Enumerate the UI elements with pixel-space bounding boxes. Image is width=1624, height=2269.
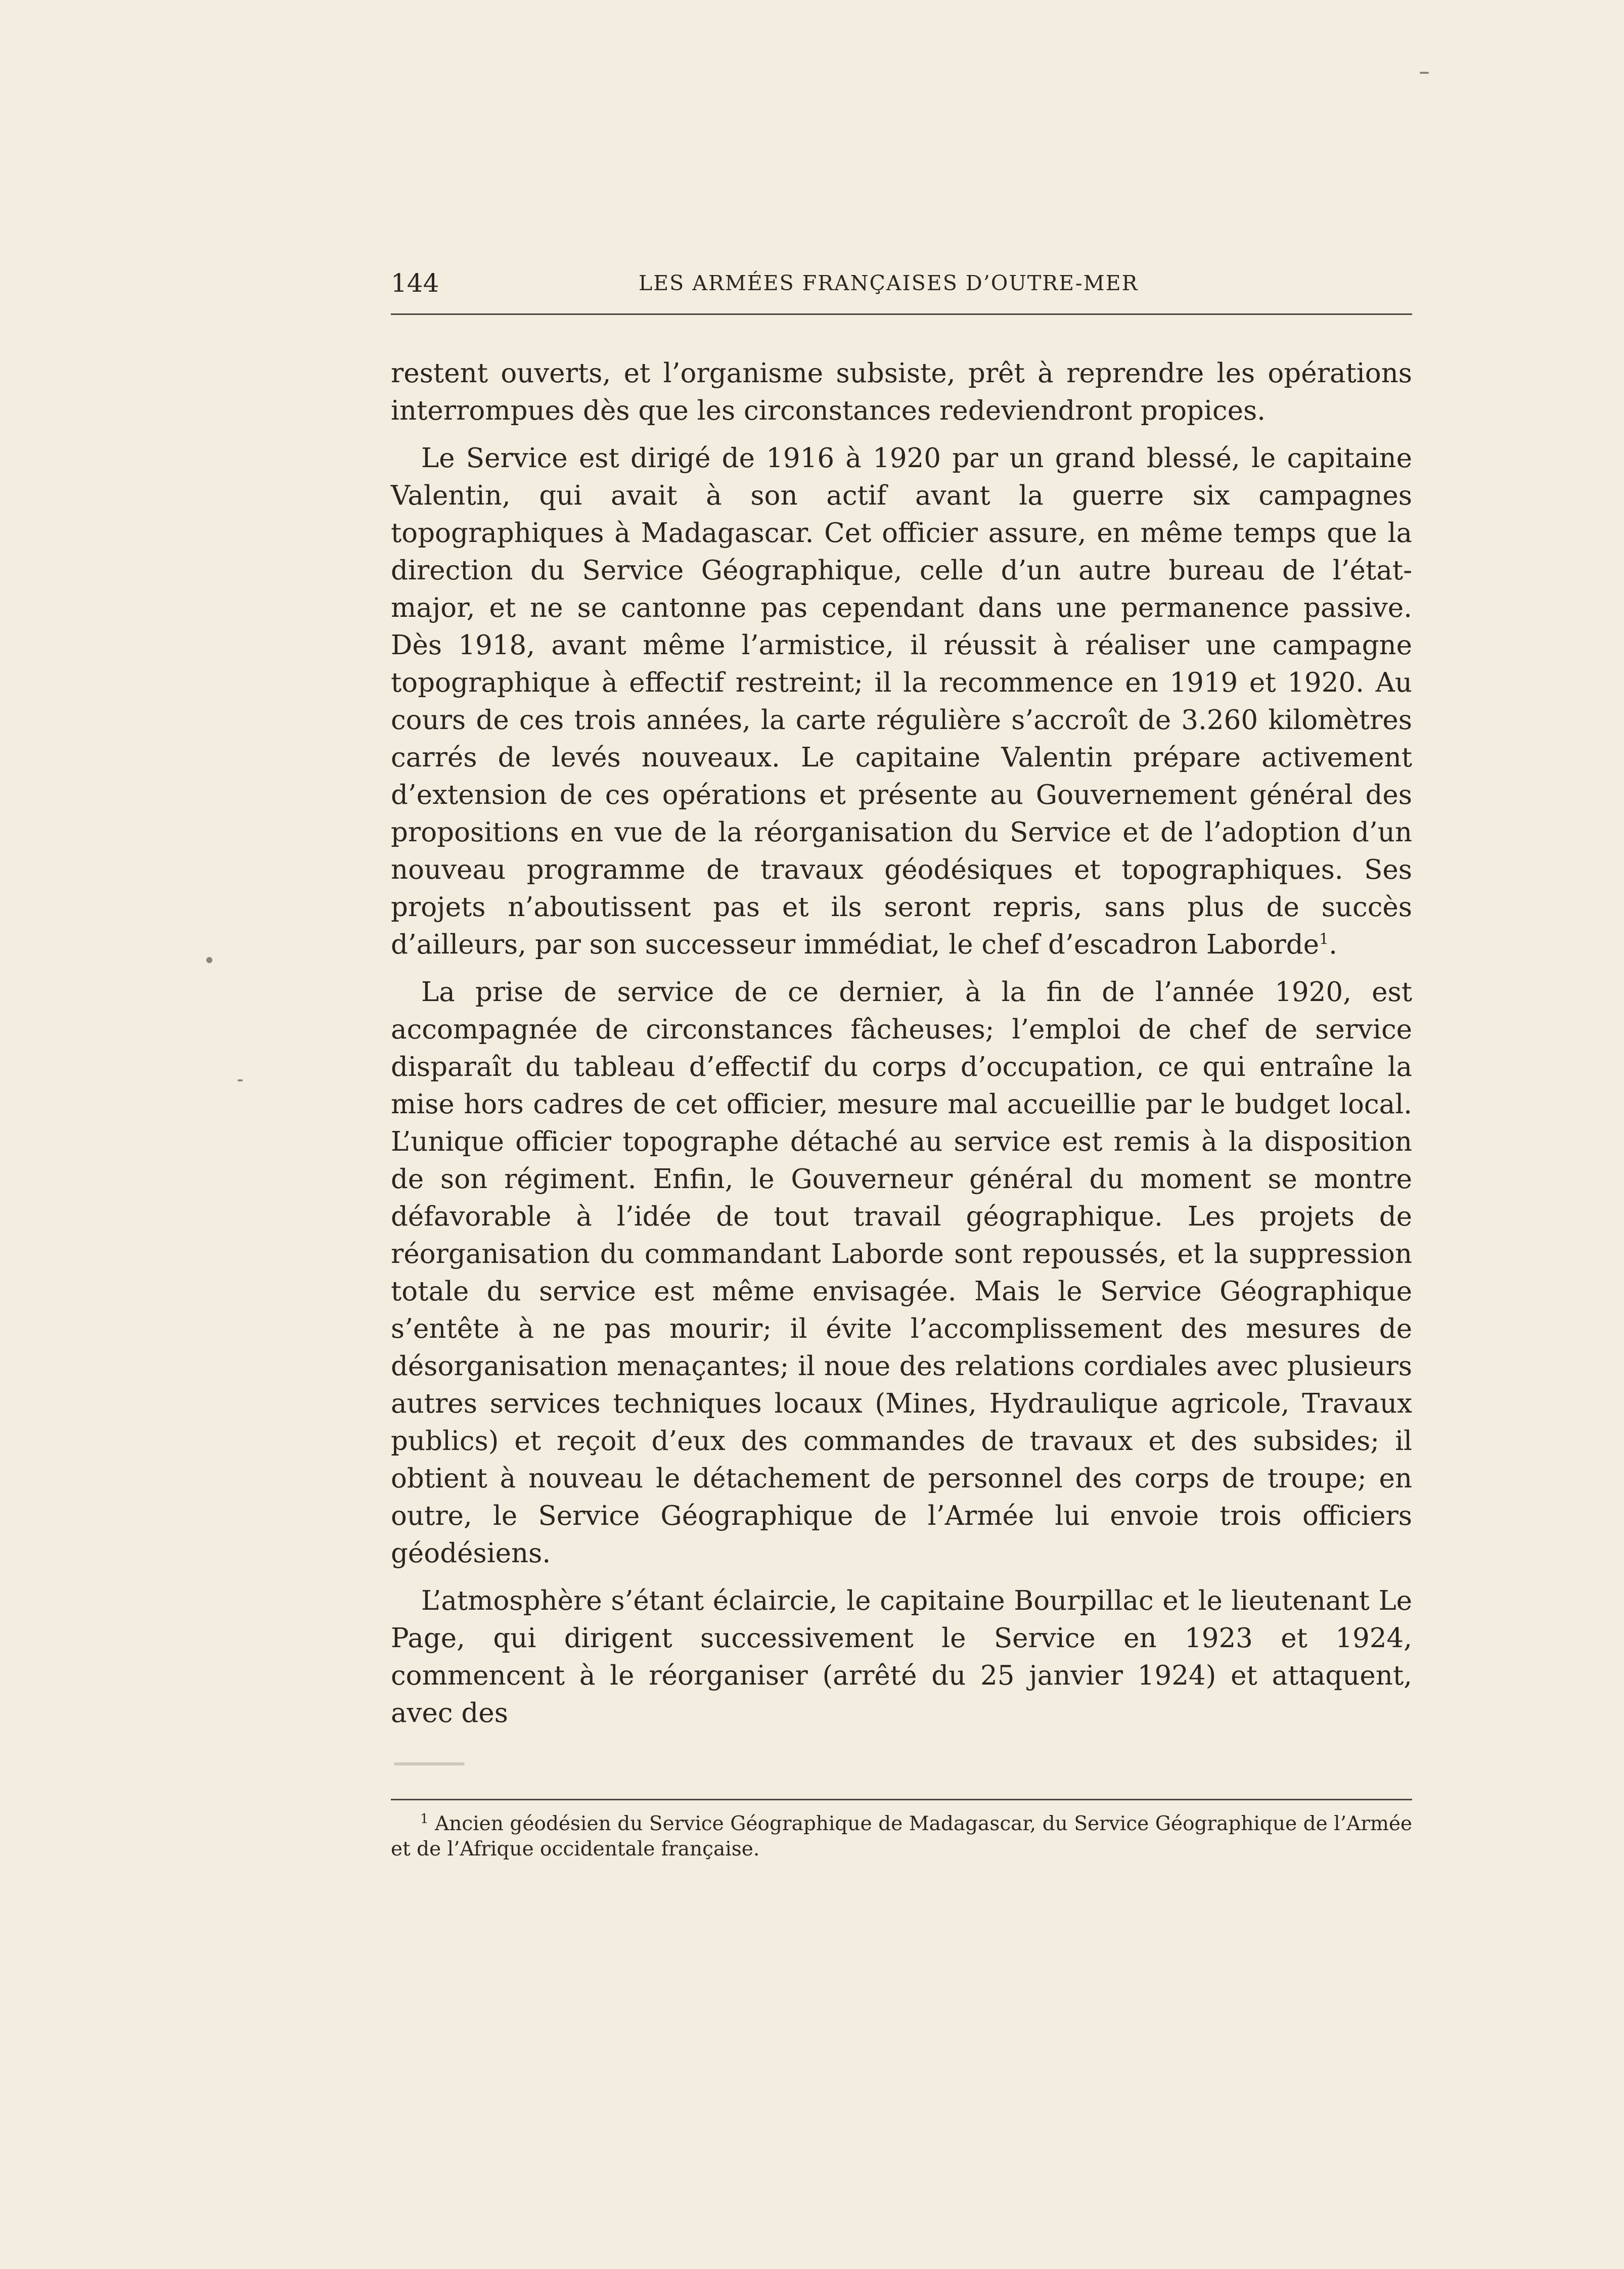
paragraph-2-text: Le Service est dirigé de 1916 à 1920 par un grand blessé, le capitaine Valentin, qui avait à son actif avant la guerre six campagnes topographiques à Madagascar. Cet officier assure, en même temps que la direction du Service Géographique, celle d’un autre bureau de l’état-major, et ne se cantonne pas cependant dans une permanence passive. Dès 1918, avant même l’armistice, il réussit à réaliser une campagne topographique à effectif restreint; il la recommence en 1919 et 1920. Au cours de ces trois années, la carte régulière s’accroît de 3.260 kilomètres carrés de levés nouveaux. Le capitaine Valentin prépare activement d’extension de ces opérations et présente au Gouvernement général des propositions en vue de la réorganisation du Service et de l’adoption d’un nouveau programme de travaux géodésiques et topographiques. Ses projets n’aboutissent pas et ils seront repris, sans plus de succès d’ailleurs, par son successeur immédiat, le chef d’escadron Laborde: [391, 443, 1412, 960]
body-text: [391, 355, 1412, 1742]
footnote-reference-suffix: .: [1329, 929, 1337, 960]
footnote-paragraph: [391, 1811, 1412, 1862]
paragraph-3: La prise de service de ce dernier, à la fin de l’année 1920, est accompagnée de circonstances fâcheuses; l’emploi de chef de service disparaît du tableau d’effectif du corps d’occupation, ce qui entraîne la mise hors cadres de cet officier, mesure mal accueillie par le budget local. L’unique officier topographe détaché au service est remis à la disposition de son régiment. Enfin, le Gouverneur général du moment se montre défavorable à l’idée de tout travail géographique. Les projets de réorganisation du commandant Laborde sont repoussés, et la suppression totale du service est même envisagée. Mais le Service Géographique s’entête à ne pas mourir; il évite l’accomplissement des mesures de désorganisation menaçantes; il noue des relations cordiales avec plusieurs autres services techniques locaux (Mines, Hydraulique agricole, Travaux publics) et reçoit d’eux des commandes de travaux et des subsides; il obtient à nouveau le détachement de personnel des corps de troupe; en outre, le Service Géographique de l’Armée lui envoie trois officiers géodésiens.: [391, 977, 1412, 1569]
footnote-text: Ancien géodésien du Service Géographique de Madagascar, du Service Géographique de l’Armée et de l’Afrique occidentale française.: [391, 1812, 1412, 1860]
page-number: 144: [391, 268, 439, 298]
paragraph-2: [391, 440, 1412, 964]
header-rule: [391, 313, 1412, 315]
paragraph-4: L’atmosphère s’étant éclaircie, le capitaine Bourpillac et le lieutenant Le Page, qui dirigent successivement le Service en 1923 et 1924, commencent à le réorganiser (arrêté du 25 janvier 1924) et attaquent, avec des: [391, 1585, 1412, 1729]
footnote-rule: [391, 1799, 1412, 1800]
page-header: [391, 265, 1412, 301]
bleed-through-smudge: [394, 1762, 465, 1765]
running-title: LES ARMÉES FRANÇAISES D’OUTRE-MER: [639, 271, 1139, 295]
footnote-reference: 1: [1319, 930, 1329, 948]
footnote-number: 1: [420, 1811, 429, 1827]
corner-speck: [1420, 72, 1429, 74]
paragraph-1: restent ouverts, et l’organisme subsiste, prêt à reprendre les opérations interrompues dès que les circonstances redeviendront propices.: [391, 358, 1412, 426]
margin-speck: [238, 1079, 243, 1081]
footnote: [391, 1811, 1412, 1862]
margin-speck: [206, 957, 212, 963]
